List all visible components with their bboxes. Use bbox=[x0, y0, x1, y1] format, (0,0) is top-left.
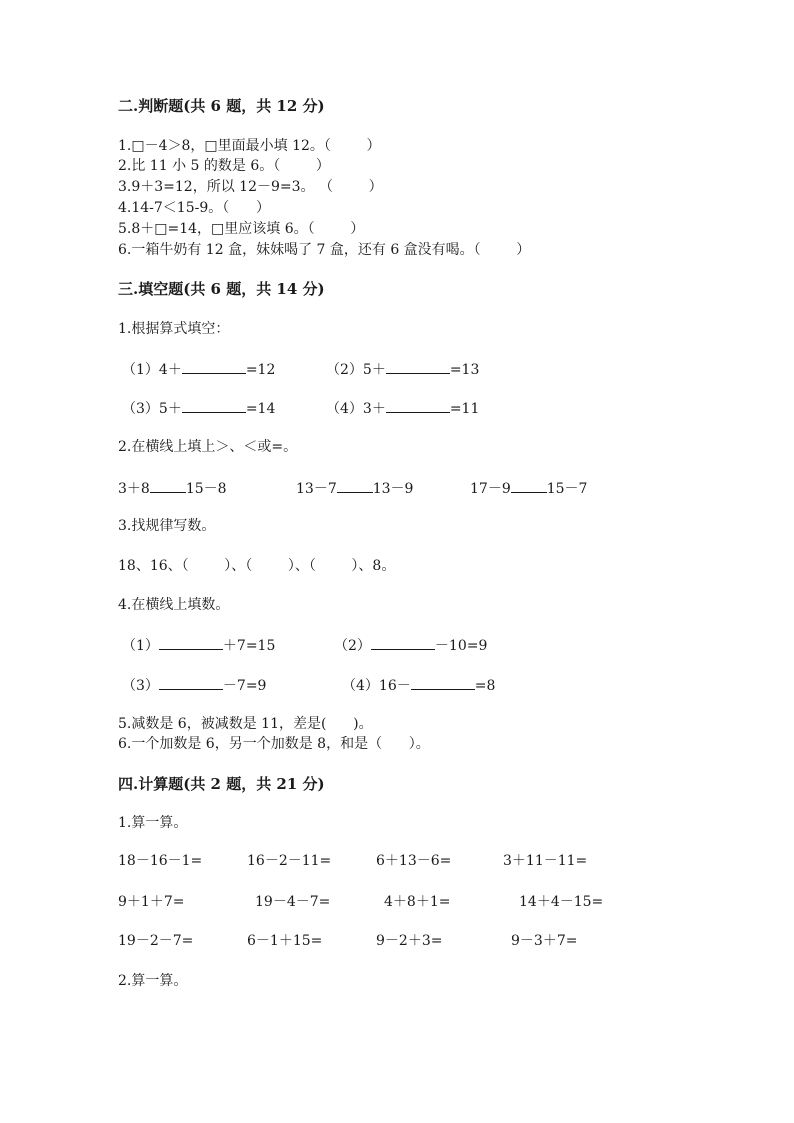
answer-blank[interactable] bbox=[411, 676, 475, 690]
calc-item: 4＋8＋1= bbox=[384, 894, 451, 910]
fill-q4-item-4 bbox=[342, 676, 495, 695]
calc-item: 18－16－1= bbox=[118, 853, 203, 869]
section-heading-calc: 四.计算题(共 2 题，共 21 分) bbox=[118, 775, 325, 793]
item-suffix: =12 bbox=[245, 362, 276, 378]
answer-blank[interactable] bbox=[386, 360, 450, 374]
answer-blank[interactable] bbox=[159, 676, 223, 690]
fill-q5: 5.减数是 6，被减数是 11，差是( )。 bbox=[118, 716, 373, 732]
calc-item: 19－2－7= bbox=[118, 933, 194, 949]
judgment-item-3: 3.9＋3=12，所以 12－9=3。 （ ） bbox=[118, 179, 383, 195]
compare-left: 3＋8 bbox=[118, 481, 150, 497]
fill-q4-item-1 bbox=[122, 636, 275, 655]
fill-q4-item-3 bbox=[122, 676, 266, 695]
pattern-sequence: 18、16、（ ）、（ ）、（ ）、8。 bbox=[118, 558, 396, 574]
item-prefix: （2）5＋ bbox=[326, 362, 386, 378]
calc-item: 9＋1＋7= bbox=[118, 894, 185, 910]
fill-q1-item-1 bbox=[122, 360, 275, 379]
section-heading-judgment: 二.判断题(共 6 题，共 12 分) bbox=[118, 97, 325, 115]
fill-q1-item-3 bbox=[122, 399, 275, 418]
compare-right: 13－9 bbox=[372, 481, 414, 497]
calc-q2-title: 2.算一算。 bbox=[118, 973, 188, 989]
item-suffix: =14 bbox=[245, 401, 276, 417]
calc-item: 19－4－7= bbox=[255, 894, 331, 910]
section-heading-fill: 三.填空题(共 6 题，共 14 分) bbox=[118, 280, 325, 298]
item-prefix: （2） bbox=[334, 638, 371, 654]
calc-item: 6＋13－6= bbox=[376, 853, 452, 869]
calc-q1-title: 1.算一算。 bbox=[118, 815, 188, 831]
calc-item: 9－2＋3= bbox=[376, 933, 443, 949]
item-suffix: =11 bbox=[449, 401, 480, 417]
compare-right: 15－7 bbox=[546, 481, 588, 497]
judgment-item-4: 4.14-7＜15-9。（ ） bbox=[118, 200, 270, 216]
answer-blank[interactable] bbox=[159, 636, 223, 650]
compare-left: 13－7 bbox=[296, 481, 337, 497]
item-prefix: （4）3＋ bbox=[326, 401, 386, 417]
item-prefix: （1）4＋ bbox=[122, 362, 182, 378]
fill-q4-title: 4.在横线上填数。 bbox=[118, 597, 230, 613]
compare-left: 17－9 bbox=[470, 481, 511, 497]
item-suffix: ＋7=15 bbox=[222, 638, 276, 654]
item-prefix: （3）5＋ bbox=[122, 401, 182, 417]
calc-item: 14＋4－15= bbox=[519, 894, 604, 910]
calc-item: 6－1＋15= bbox=[247, 933, 323, 949]
item-suffix: =13 bbox=[449, 362, 480, 378]
judgment-item-5: 5.8＋□=14，□里应该填 6。（ ） bbox=[118, 221, 365, 237]
item-prefix: （3） bbox=[122, 678, 159, 694]
calc-item: 3＋11－11= bbox=[503, 853, 588, 869]
compare-blank[interactable] bbox=[150, 479, 186, 493]
fill-q1-title: 1.根据算式填空： bbox=[118, 321, 230, 337]
fill-q4-item-2 bbox=[334, 636, 487, 655]
item-prefix: （1） bbox=[122, 638, 159, 654]
judgment-item-6: 6.一箱牛奶有 12 盒，妹妹喝了 7 盒，还有 6 盒没有喝。（ ） bbox=[118, 242, 531, 258]
compare-blank[interactable] bbox=[511, 479, 547, 493]
item-suffix: －10=9 bbox=[434, 638, 488, 654]
judgment-item-1: 1.□－4＞8，□里面最小填 12。（ ） bbox=[118, 138, 381, 154]
compare-item-2 bbox=[296, 479, 413, 498]
calc-item: 16－2－11= bbox=[247, 853, 332, 869]
compare-item-1 bbox=[118, 479, 227, 498]
answer-blank[interactable] bbox=[386, 399, 450, 413]
judgment-item-2: 2.比 11 小 5 的数是 6。（ ） bbox=[118, 158, 330, 174]
compare-item-3 bbox=[470, 479, 587, 498]
fill-q1-item-2 bbox=[326, 360, 479, 379]
calc-item: 9－3＋7= bbox=[511, 933, 578, 949]
answer-blank[interactable] bbox=[182, 399, 246, 413]
compare-blank[interactable] bbox=[337, 479, 373, 493]
item-suffix: =8 bbox=[474, 678, 496, 694]
item-prefix: （4）16－ bbox=[342, 678, 411, 694]
item-suffix: －7=9 bbox=[222, 678, 267, 694]
answer-blank[interactable] bbox=[371, 636, 435, 650]
fill-q2-title: 2.在横线上填上＞、＜或=。 bbox=[118, 439, 298, 455]
fill-q6: 6.一个加数是 6，另一个加数是 8，和是（ ）。 bbox=[118, 736, 430, 752]
fill-q1-item-4 bbox=[326, 399, 479, 418]
answer-blank[interactable] bbox=[182, 360, 246, 374]
compare-right: 15－8 bbox=[185, 481, 227, 497]
fill-q3-title: 3.找规律写数。 bbox=[118, 518, 216, 534]
